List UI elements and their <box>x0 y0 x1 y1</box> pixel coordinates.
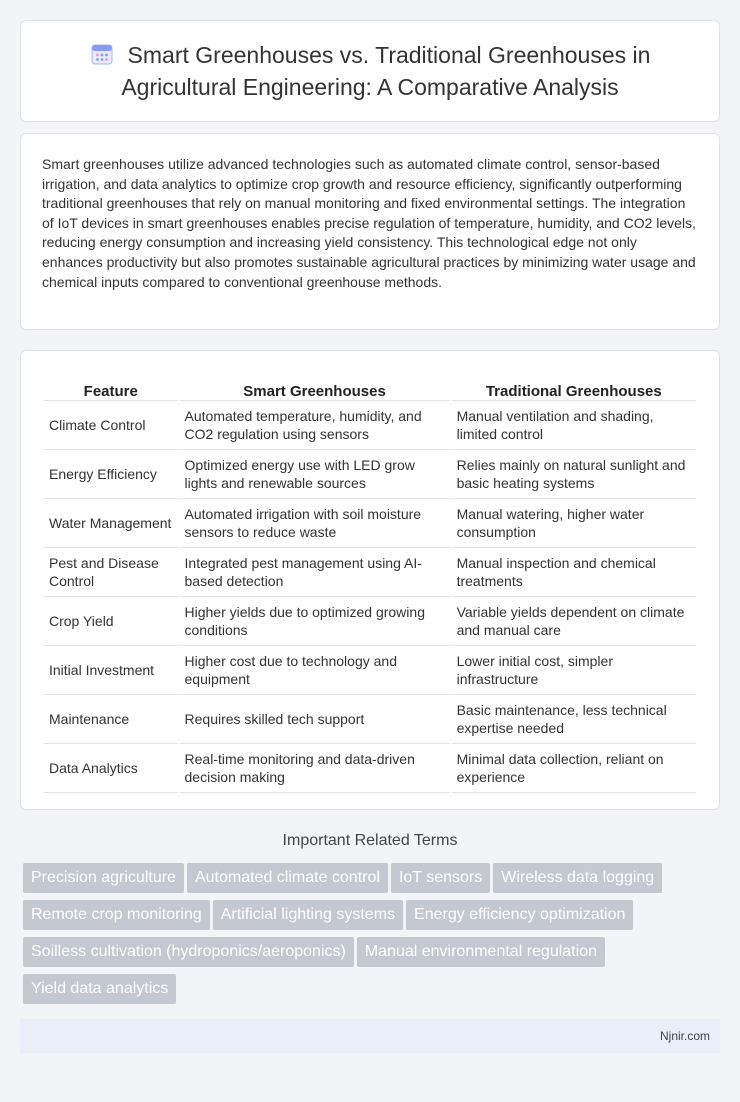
comparison-table <box>42 372 698 793</box>
feature-cell: Water Management <box>44 499 178 548</box>
comparison-card <box>20 350 720 810</box>
traditional-cell: Relies mainly on natural sunlight and basic heating systems <box>452 450 696 499</box>
table-row <box>44 646 696 695</box>
table-row <box>44 499 696 548</box>
calendar-icon <box>90 42 114 73</box>
intro-card <box>20 133 720 330</box>
column-header-feature: Feature <box>83 383 138 400</box>
feature-cell: Energy Efficiency <box>44 450 178 499</box>
table-row <box>44 744 696 793</box>
traditional-cell: Variable yields dependent on climate and manual care <box>452 597 696 646</box>
related-terms-heading: Important Related Terms <box>282 832 458 849</box>
table-row <box>44 400 696 450</box>
column-header-smart: Smart Greenhouses <box>243 383 386 400</box>
smart-cell: Higher cost due to technology and equipment <box>180 646 450 695</box>
table-row <box>44 548 696 597</box>
title-card <box>20 20 720 122</box>
traditional-cell: Manual ventilation and shading, limited control <box>452 400 696 450</box>
traditional-cell: Basic maintenance, less technical expertise needed <box>452 695 696 744</box>
feature-cell: Maintenance <box>44 695 178 744</box>
smart-cell: Integrated pest management using AI-based detection <box>180 548 450 597</box>
feature-cell: Crop Yield <box>44 597 178 646</box>
intro-paragraph: Smart greenhouses utilize advanced technologies such as automated climate control, sensor-based irrigation, and data analytics to optimize crop growth and resource efficiency, significantly outperforming traditional greenhouses that rely on manual monitoring and fixed environmental settings. The integration of IoT devices in smart greenhouses enables precise regulation of temperature, humidity, and CO2 levels, reducing energy consumption and increasing yield consistency. This technological edge not only enhances productivity but also promotes sustainable agricultural practices by minimizing water usage and chemical inputs compared to conventional greenhouse methods. <box>42 156 696 290</box>
term-tag[interactable]: Remote crop monitoring <box>23 900 210 930</box>
traditional-cell: Manual watering, higher water consumption <box>452 499 696 548</box>
table-row <box>44 597 696 646</box>
term-tag[interactable]: Wireless data logging <box>493 863 662 893</box>
table-row <box>44 450 696 499</box>
traditional-cell: Minimal data collection, reliant on experience <box>452 744 696 793</box>
feature-cell: Pest and Disease Control <box>44 548 178 597</box>
footer <box>20 1019 720 1053</box>
related-terms-list <box>20 863 720 1011</box>
table-header-row <box>44 372 696 400</box>
traditional-cell: Manual inspection and chemical treatments <box>452 548 696 597</box>
feature-cell: Climate Control <box>44 400 178 450</box>
term-tag[interactable]: IoT sensors <box>391 863 490 893</box>
traditional-cell: Lower initial cost, simpler infrastructure <box>452 646 696 695</box>
feature-cell: Data Analytics <box>44 744 178 793</box>
term-tag[interactable]: Yield data analytics <box>23 974 176 1004</box>
smart-cell: Requires skilled tech support <box>180 695 450 744</box>
term-tag[interactable]: Energy efficiency optimization <box>406 900 633 930</box>
smart-cell: Automated temperature, humidity, and CO2 regulation using sensors <box>180 400 450 450</box>
term-tag[interactable]: Soilless cultivation (hydroponics/aeroponics) <box>23 937 354 967</box>
page-title <box>51 41 689 102</box>
column-header-traditional: Traditional Greenhouses <box>485 383 662 400</box>
footer-site[interactable]: Njnir.com <box>659 1029 710 1043</box>
table-row <box>44 695 696 744</box>
feature-cell: Initial Investment <box>44 646 178 695</box>
smart-cell: Real-time monitoring and data-driven decision making <box>180 744 450 793</box>
smart-cell: Optimized energy use with LED grow lights and renewable sources <box>180 450 450 499</box>
term-tag[interactable]: Manual environmental regulation <box>357 937 605 967</box>
term-tag[interactable]: Precision agriculture <box>23 863 184 893</box>
page-title-text: Smart Greenhouses vs. Traditional Greenhouses in Agricultural Engineering: A Comparative Analysis <box>121 41 651 100</box>
term-tag[interactable]: Artificial lighting systems <box>213 900 403 930</box>
term-tag[interactable]: Automated climate control <box>187 863 388 893</box>
smart-cell: Automated irrigation with soil moisture sensors to reduce waste <box>180 499 450 548</box>
smart-cell: Higher yields due to optimized growing conditions <box>180 597 450 646</box>
